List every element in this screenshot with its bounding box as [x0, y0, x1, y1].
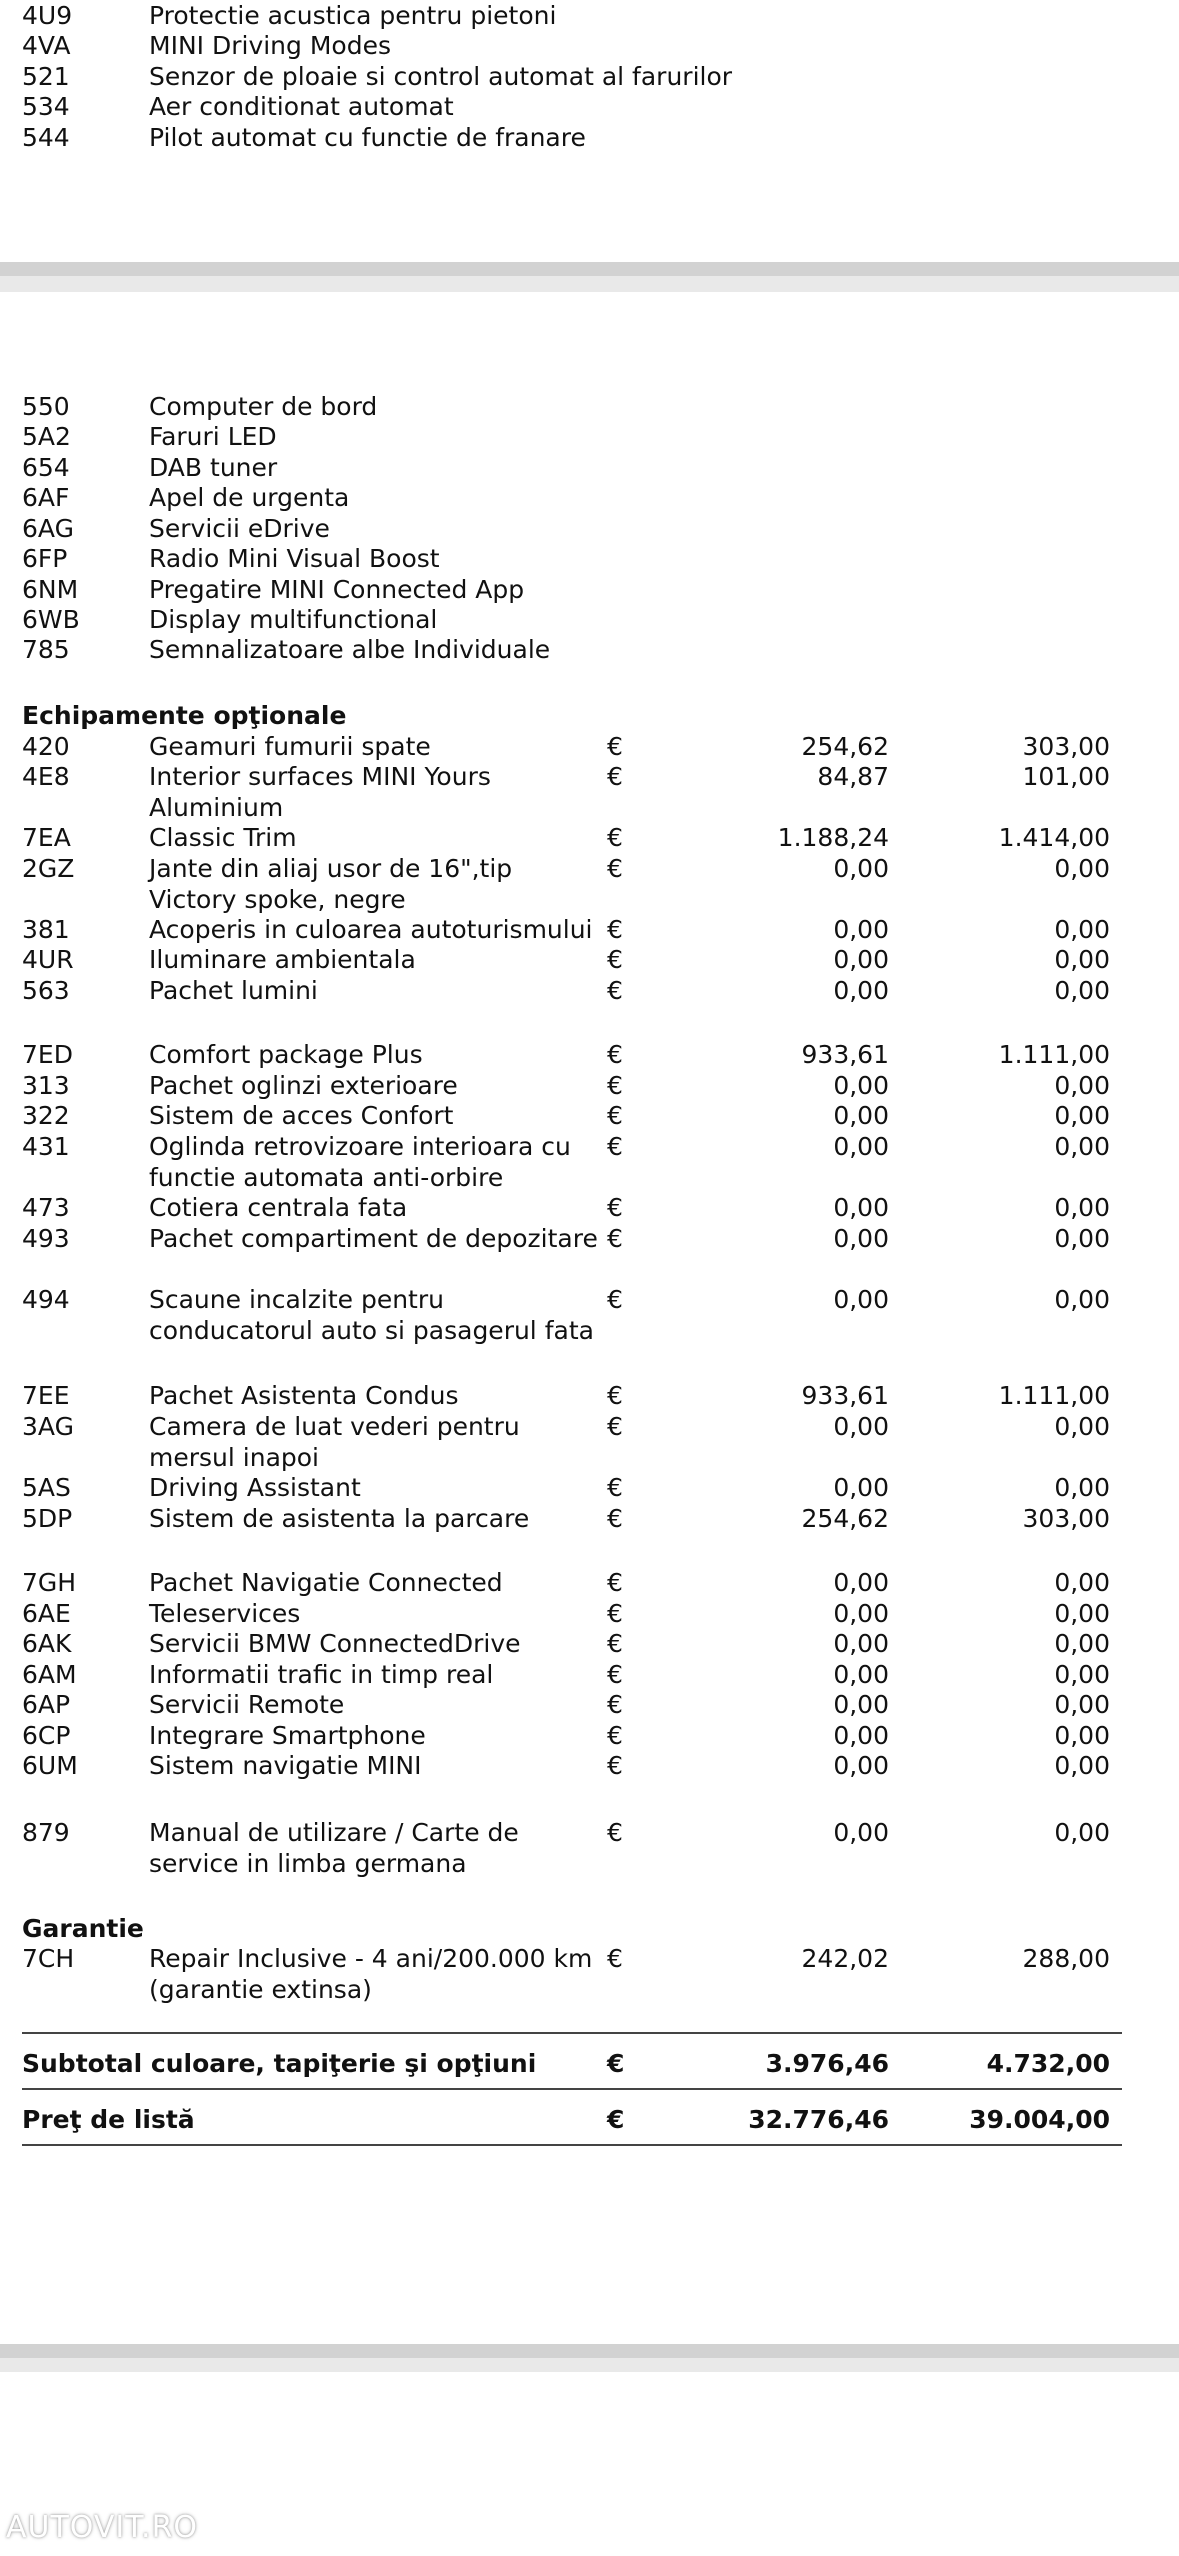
currency: €	[607, 823, 623, 852]
list-price-net: 32.776,46	[748, 2105, 889, 2134]
item-code: 7EE	[22, 1381, 70, 1410]
list-item	[22, 604, 1122, 635]
item-code: 7CH	[22, 1944, 75, 1973]
currency: €	[607, 1040, 623, 1069]
currency: €	[607, 1599, 623, 1628]
divider	[22, 2032, 1122, 2034]
item-code: 6AF	[22, 483, 70, 512]
gross-price: 0,00	[1054, 1599, 1110, 1628]
net-price: 0,00	[833, 1132, 889, 1161]
section-title-options: Echipamente opţionale	[22, 701, 347, 730]
item-code: 313	[22, 1071, 70, 1100]
table-row	[22, 1659, 1122, 1690]
net-price: 0,00	[833, 1285, 889, 1314]
item-code: 6UM	[22, 1751, 78, 1780]
item-code: 521	[22, 62, 70, 91]
list-price-row	[22, 2104, 1122, 2135]
item-description: Acoperis in culoarea autoturismului	[149, 915, 593, 944]
item-code: 473	[22, 1193, 70, 1222]
table-row	[22, 1411, 1122, 1473]
table-row	[22, 1503, 1122, 1534]
item-description: Driving Assistant	[149, 1473, 361, 1502]
currency: €	[607, 762, 623, 791]
net-price: 933,61	[801, 1381, 889, 1410]
item-description: Informatii trafic in timp real	[149, 1660, 494, 1689]
table-row	[22, 1070, 1122, 1101]
net-price: 0,00	[833, 945, 889, 974]
table-row	[22, 822, 1122, 853]
item-code: 4VA	[22, 31, 71, 60]
table-row	[22, 1284, 1122, 1346]
subtotal-net: 3.976,46	[765, 2049, 889, 2078]
item-code: 4UR	[22, 945, 74, 974]
page-separator	[0, 2344, 1179, 2372]
currency: €	[607, 1944, 623, 1973]
item-description: Servicii eDrive	[149, 514, 330, 543]
currency: €	[607, 1412, 623, 1441]
table-row	[22, 1720, 1122, 1751]
item-code: 534	[22, 92, 70, 121]
item-code: 7GH	[22, 1568, 77, 1597]
item-code: 7EA	[22, 823, 71, 852]
item-description: Jante din aliaj usor de 16",tip Victory spoke, negre	[149, 854, 513, 914]
list-item	[22, 61, 1122, 92]
gross-price: 1.414,00	[998, 823, 1110, 852]
currency: €	[607, 1818, 623, 1847]
item-code: 6AG	[22, 514, 74, 543]
item-description: Protectie acustica pentru pietoni	[149, 1, 557, 30]
currency: €	[607, 1721, 623, 1750]
gross-price: 0,00	[1054, 1285, 1110, 1314]
item-description: Classic Trim	[149, 823, 297, 852]
gross-price: 0,00	[1054, 915, 1110, 944]
gross-price: 0,00	[1054, 1818, 1110, 1847]
item-description: Faruri LED	[149, 422, 277, 451]
gross-price: 0,00	[1054, 1224, 1110, 1253]
gross-price: 1.111,00	[998, 1381, 1110, 1410]
currency: €	[607, 915, 623, 944]
net-price: 0,00	[833, 1224, 889, 1253]
currency: €	[607, 1660, 623, 1689]
net-price: 0,00	[833, 1818, 889, 1847]
net-price: 0,00	[833, 1629, 889, 1658]
net-price: 0,00	[833, 1568, 889, 1597]
net-price: 0,00	[833, 854, 889, 883]
list-price-gross: 39.004,00	[969, 2105, 1110, 2134]
item-description: Aer conditionat automat	[149, 92, 454, 121]
table-row	[22, 1750, 1122, 1781]
item-description: Sistem navigatie MINI	[149, 1751, 422, 1780]
currency: €	[607, 854, 623, 883]
currency: €	[607, 1224, 623, 1253]
list-item	[22, 122, 1122, 153]
gross-price: 0,00	[1054, 1132, 1110, 1161]
subtotal-label: Subtotal culoare, tapiţerie şi opţiuni	[22, 2049, 537, 2078]
divider	[22, 2088, 1122, 2090]
page-separator-shadow	[0, 262, 1179, 276]
net-price: 0,00	[833, 1473, 889, 1502]
item-code: 381	[22, 915, 70, 944]
net-price: 84,87	[817, 762, 889, 791]
list-item	[22, 482, 1122, 513]
item-description: Computer de bord	[149, 392, 378, 421]
item-description: Sistem de acces Confort	[149, 1101, 454, 1130]
currency: €	[607, 976, 623, 1005]
net-price: 0,00	[833, 1071, 889, 1100]
currency: €	[607, 1751, 623, 1780]
item-code: 420	[22, 732, 70, 761]
currency: €	[607, 1690, 623, 1719]
item-description: Pachet lumini	[149, 976, 318, 1005]
watermark-logo: AUTOVIT.RO	[6, 2510, 199, 2545]
table-row	[22, 1817, 1122, 1879]
table-row	[22, 1039, 1122, 1070]
item-code: 4U9	[22, 1, 73, 30]
gross-price: 0,00	[1054, 1473, 1110, 1502]
net-price: 0,00	[833, 915, 889, 944]
gross-price: 0,00	[1054, 854, 1110, 883]
list-item	[22, 634, 1122, 665]
item-code: 544	[22, 123, 70, 152]
gross-price: 0,00	[1054, 1193, 1110, 1222]
gross-price: 0,00	[1054, 1660, 1110, 1689]
gross-price: 101,00	[1022, 762, 1110, 791]
net-price: 0,00	[833, 1660, 889, 1689]
subtotal-gross: 4.732,00	[986, 2049, 1110, 2078]
divider	[22, 2144, 1122, 2146]
table-row	[22, 944, 1122, 975]
item-description: Servicii BMW ConnectedDrive	[149, 1629, 521, 1658]
page-separator	[0, 262, 1179, 292]
item-description: Iluminare ambientala	[149, 945, 416, 974]
item-description: Comfort package Plus	[149, 1040, 423, 1069]
table-row	[22, 1131, 1122, 1193]
item-description: Geamuri fumurii spate	[149, 732, 431, 761]
item-description: Pachet oglinzi exterioare	[149, 1071, 458, 1100]
item-code: 6AP	[22, 1690, 71, 1719]
currency: €	[607, 732, 623, 761]
currency: €	[607, 1473, 623, 1502]
table-row	[22, 1567, 1122, 1598]
item-description: Scaune incalzite pentru conducatorul auto si pasagerul fata	[149, 1285, 594, 1345]
gross-price: 303,00	[1022, 1504, 1110, 1533]
item-description: Pachet Navigatie Connected	[149, 1568, 503, 1597]
table-row	[22, 975, 1122, 1006]
gross-price: 1.111,00	[998, 1040, 1110, 1069]
item-code: 785	[22, 635, 70, 664]
net-price: 0,00	[833, 1412, 889, 1441]
list-item	[22, 91, 1122, 122]
currency: €	[607, 1193, 623, 1222]
gross-price: 0,00	[1054, 1690, 1110, 1719]
item-description: Repair Inclusive - 4 ani/200.000 km (garantie extinsa)	[149, 1944, 593, 2004]
item-description: Teleservices	[149, 1599, 301, 1628]
table-row	[22, 1472, 1122, 1503]
list-item	[22, 421, 1122, 452]
list-item	[22, 574, 1122, 605]
table-row	[22, 761, 1122, 823]
item-description: Integrare Smartphone	[149, 1721, 426, 1750]
table-row	[22, 1598, 1122, 1629]
item-code: 431	[22, 1132, 70, 1161]
item-code: 2GZ	[22, 854, 75, 883]
item-code: 6AE	[22, 1599, 71, 1628]
item-description: Pachet Asistenta Condus	[149, 1381, 459, 1410]
item-code: 6FP	[22, 544, 68, 573]
item-description: Manual de utilizare / Carte de service in limba germana	[149, 1818, 519, 1878]
table-row	[22, 1943, 1122, 2005]
currency: €	[607, 1071, 623, 1100]
page-separator-shadow	[0, 2344, 1179, 2358]
item-description: Servicii Remote	[149, 1690, 345, 1719]
currency: €	[607, 2105, 625, 2134]
net-price: 0,00	[833, 1751, 889, 1780]
item-description: Pilot automat cu functie de franare	[149, 123, 586, 152]
item-code: 550	[22, 392, 70, 421]
table-row	[22, 1192, 1122, 1223]
item-code: 5AS	[22, 1473, 71, 1502]
list-item	[22, 0, 1122, 31]
item-code: 7ED	[22, 1040, 73, 1069]
item-description: Apel de urgenta	[149, 483, 350, 512]
list-item	[22, 543, 1122, 574]
currency: €	[607, 1101, 623, 1130]
item-description: Pregatire MINI Connected App	[149, 575, 525, 604]
item-code: 322	[22, 1101, 70, 1130]
gross-price: 0,00	[1054, 1101, 1110, 1130]
item-code: 563	[22, 976, 70, 1005]
currency: €	[607, 1629, 623, 1658]
item-code: 5A2	[22, 422, 71, 451]
item-code: 6AM	[22, 1660, 77, 1689]
item-code: 494	[22, 1285, 70, 1314]
section-title-warranty: Garantie	[22, 1914, 144, 1943]
net-price: 0,00	[833, 1101, 889, 1130]
net-price: 0,00	[833, 1721, 889, 1750]
item-description: Semnalizatoare albe Individuale	[149, 635, 551, 664]
list-price-label: Preţ de listă	[22, 2105, 195, 2134]
gross-price: 288,00	[1022, 1944, 1110, 1973]
table-row	[22, 731, 1122, 762]
net-price: 0,00	[833, 1599, 889, 1628]
item-description: Interior surfaces MINI Yours Aluminium	[149, 762, 491, 822]
item-description: Senzor de ploaie si control automat al farurilor	[149, 62, 733, 91]
table-row	[22, 1223, 1122, 1285]
item-code: 6WB	[22, 605, 80, 634]
net-price: 254,62	[801, 1504, 889, 1533]
item-description: Sistem de asistenta la parcare	[149, 1504, 530, 1533]
gross-price: 0,00	[1054, 1721, 1110, 1750]
currency: €	[607, 1504, 623, 1533]
currency: €	[607, 1285, 623, 1314]
item-code: 6AK	[22, 1629, 72, 1658]
item-code: 6CP	[22, 1721, 71, 1750]
item-description: Camera de luat vederi pentru mersul inapoi	[149, 1412, 520, 1472]
gross-price: 0,00	[1054, 1568, 1110, 1597]
item-description: Oglinda retrovizoare interioara cu functie automata anti-orbire	[149, 1132, 571, 1192]
item-description: Display multifunctional	[149, 605, 438, 634]
item-description: Pachet compartiment de depozitare	[149, 1224, 598, 1253]
table-row	[22, 1380, 1122, 1411]
item-code: 6NM	[22, 575, 79, 604]
table-row	[22, 853, 1122, 915]
net-price: 933,61	[801, 1040, 889, 1069]
list-item	[22, 30, 1122, 61]
table-row	[22, 1628, 1122, 1659]
item-code: 3AG	[22, 1412, 74, 1441]
gross-price: 0,00	[1054, 976, 1110, 1005]
item-description: Cotiera centrala fata	[149, 1193, 408, 1222]
table-row	[22, 1689, 1122, 1720]
gross-price: 0,00	[1054, 1412, 1110, 1441]
gross-price: 0,00	[1054, 945, 1110, 974]
item-description: MINI Driving Modes	[149, 31, 391, 60]
currency: €	[607, 1568, 623, 1597]
net-price: 0,00	[833, 1193, 889, 1222]
subtotal-row	[22, 2048, 1122, 2079]
item-code: 4E8	[22, 762, 70, 791]
item-description: Radio Mini Visual Boost	[149, 544, 440, 573]
table-row	[22, 914, 1122, 945]
currency: €	[607, 945, 623, 974]
gross-price: 0,00	[1054, 1751, 1110, 1780]
currency: €	[607, 1381, 623, 1410]
list-item	[22, 513, 1122, 544]
item-code: 5DP	[22, 1504, 73, 1533]
item-code: 879	[22, 1818, 70, 1847]
currency: €	[607, 1132, 623, 1161]
list-item	[22, 391, 1122, 422]
gross-price: 0,00	[1054, 1071, 1110, 1100]
net-price: 242,02	[801, 1944, 889, 1973]
item-description: DAB tuner	[149, 453, 278, 482]
gross-price: 303,00	[1022, 732, 1110, 761]
net-price: 1.188,24	[777, 823, 889, 852]
net-price: 254,62	[801, 732, 889, 761]
net-price: 0,00	[833, 976, 889, 1005]
net-price: 0,00	[833, 1690, 889, 1719]
item-code: 493	[22, 1224, 70, 1253]
gross-price: 0,00	[1054, 1629, 1110, 1658]
list-item	[22, 452, 1122, 483]
item-code: 654	[22, 453, 70, 482]
table-row	[22, 1100, 1122, 1131]
currency: €	[607, 2049, 625, 2078]
